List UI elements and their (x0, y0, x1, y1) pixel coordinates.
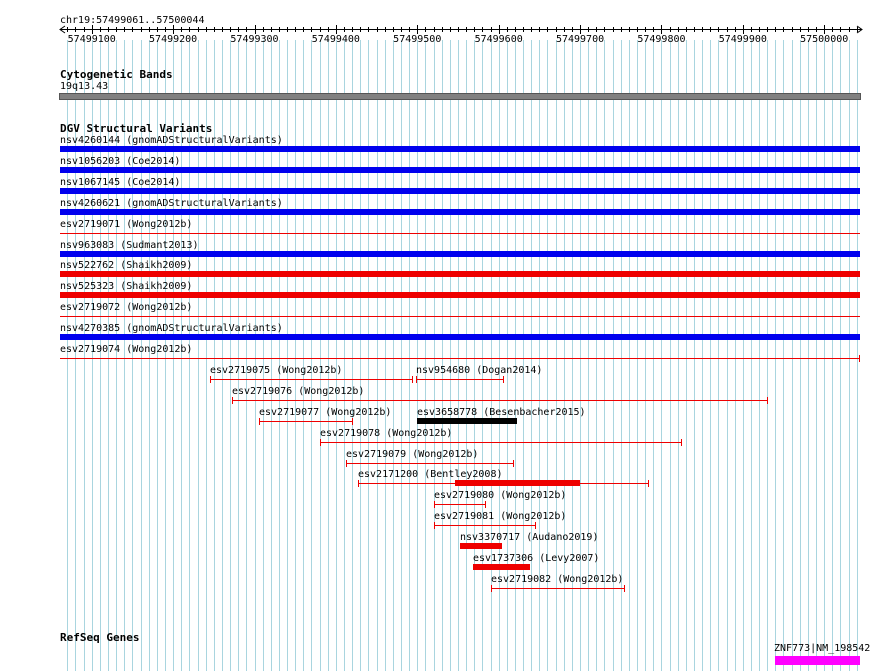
variant-label: esv3658778 (Besenbacher2015) (417, 407, 586, 418)
variant-end-tick (503, 376, 504, 383)
variant-end-tick (513, 460, 514, 467)
ruler-tick-label: 57500000 (800, 34, 849, 45)
variant-line (210, 379, 413, 380)
ruler-tick-label: 57499100 (67, 34, 116, 45)
variant-start-tick (416, 376, 417, 383)
gene-label: ZNF773|NM_198542 (774, 643, 871, 654)
variant-line (416, 379, 504, 380)
variant-line (259, 421, 353, 422)
variant-label: esv2719081 (Wong2012b) (434, 511, 567, 522)
variant-start-tick (320, 439, 321, 446)
variant-label: nsv522762 (Shaikh2009) (60, 260, 193, 271)
variant-line (434, 504, 486, 505)
variant-label: esv2719080 (Wong2012b) (434, 490, 567, 501)
chromosome-position-label: chr19:57499061..57500044 (60, 15, 205, 26)
variant-feature[interactable] (259, 417, 353, 425)
variant-label: esv2719074 (Wong2012b) (60, 344, 193, 355)
variant-feature[interactable] (320, 438, 682, 446)
variant-start-tick (210, 376, 211, 383)
variant-end-tick (535, 522, 536, 529)
variant-label: nsv963083 (Sudmant2013) (60, 240, 199, 251)
variant-end-tick (624, 585, 625, 592)
variant-feature[interactable] (60, 167, 860, 173)
variant-label: nsv4270385 (gnomADStructuralVariants) (60, 323, 283, 334)
variant-feature[interactable] (60, 146, 860, 152)
variant-line (60, 233, 860, 234)
variant-end-tick (648, 480, 649, 487)
variant-end-tick (485, 501, 486, 508)
variant-start-tick (232, 397, 233, 404)
variant-line (320, 442, 682, 443)
variant-feature[interactable] (346, 459, 514, 467)
variant-line (60, 358, 860, 359)
variant-end-tick (859, 355, 860, 362)
ruler-tick-label: 57499800 (637, 34, 686, 45)
variant-end-tick (412, 376, 413, 383)
variant-label: nsv954680 (Dogan2014) (416, 365, 543, 376)
variant-label: nsv4260621 (gnomADStructuralVariants) (60, 198, 283, 209)
variant-start-tick (259, 418, 260, 425)
variant-label: nsv1056203 (Coe2014) (60, 156, 181, 167)
variant-label: nsv4260144 (gnomADStructuralVariants) (60, 135, 283, 146)
cytoband-label: 19q13.43 (60, 81, 109, 92)
variant-label: esv2719071 (Wong2012b) (60, 219, 193, 230)
variant-start-tick (434, 522, 435, 529)
variant-feature[interactable] (358, 479, 649, 487)
cytoband-track-title: Cytogenetic Bands (60, 68, 173, 81)
variant-feature[interactable] (473, 564, 530, 570)
variant-label: esv2719075 (Wong2012b) (210, 365, 343, 376)
gene-feature-znf773[interactable] (775, 656, 860, 665)
variant-line (232, 400, 768, 401)
variant-label: esv2719072 (Wong2012b) (60, 302, 193, 313)
variant-line (60, 316, 860, 317)
variant-feature[interactable] (60, 292, 860, 298)
variant-label: esv2171200 (Bentley2008) (358, 469, 503, 480)
variant-feature[interactable] (60, 209, 860, 215)
variant-label: nsv525323 (Shaikh2009) (60, 281, 193, 292)
ruler-tick-label: 57499500 (393, 34, 442, 45)
variant-label: esv2719077 (Wong2012b) (259, 407, 392, 418)
variant-feature[interactable] (60, 251, 860, 257)
variant-label: esv2719076 (Wong2012b) (232, 386, 365, 397)
variant-feature[interactable] (232, 396, 768, 404)
variant-core-bar (455, 480, 580, 486)
variant-feature[interactable] (60, 271, 860, 277)
variant-feature[interactable] (434, 521, 536, 529)
ruler-tick-label: 57499600 (474, 34, 523, 45)
variant-label: esv2719079 (Wong2012b) (346, 449, 479, 460)
ruler-tick-label: 57499700 (555, 34, 605, 45)
refseq-track-title: RefSeq Genes (60, 631, 140, 644)
variant-feature[interactable] (60, 312, 860, 320)
variant-line (491, 588, 625, 589)
variant-end-tick (681, 439, 682, 446)
ruler-tick-label: 57499400 (311, 34, 360, 45)
variant-label: nsv1067145 (Coe2014) (60, 177, 181, 188)
variant-feature[interactable] (60, 334, 860, 340)
variant-feature[interactable] (417, 418, 517, 424)
variant-start-tick (358, 480, 359, 487)
variant-feature[interactable] (434, 500, 486, 508)
variant-label: nsv3370717 (Audano2019) (460, 532, 599, 543)
ruler-tick-label: 57499300 (230, 34, 279, 45)
variant-line (434, 525, 536, 526)
variant-end-tick (767, 397, 768, 404)
variant-feature[interactable] (416, 375, 504, 383)
ruler-tick-label: 57499200 (149, 34, 198, 45)
variant-feature[interactable] (210, 375, 413, 383)
variant-label: esv2719082 (Wong2012b) (491, 574, 624, 585)
variant-start-tick (491, 585, 492, 592)
variant-feature[interactable] (60, 229, 860, 237)
ruler-tick-label: 57499900 (718, 34, 767, 45)
variant-feature[interactable] (60, 354, 860, 362)
variant-start-tick (346, 460, 347, 467)
variant-start-tick (434, 501, 435, 508)
variant-feature[interactable] (460, 543, 502, 549)
variant-feature[interactable] (60, 188, 860, 194)
variant-label: esv2719078 (Wong2012b) (320, 428, 453, 439)
variant-line (346, 463, 514, 464)
variant-end-tick (352, 418, 353, 425)
variant-label: esv1737306 (Levy2007) (473, 553, 600, 564)
dgv-track-title: DGV Structural Variants (60, 122, 213, 135)
variant-feature[interactable] (491, 584, 625, 592)
